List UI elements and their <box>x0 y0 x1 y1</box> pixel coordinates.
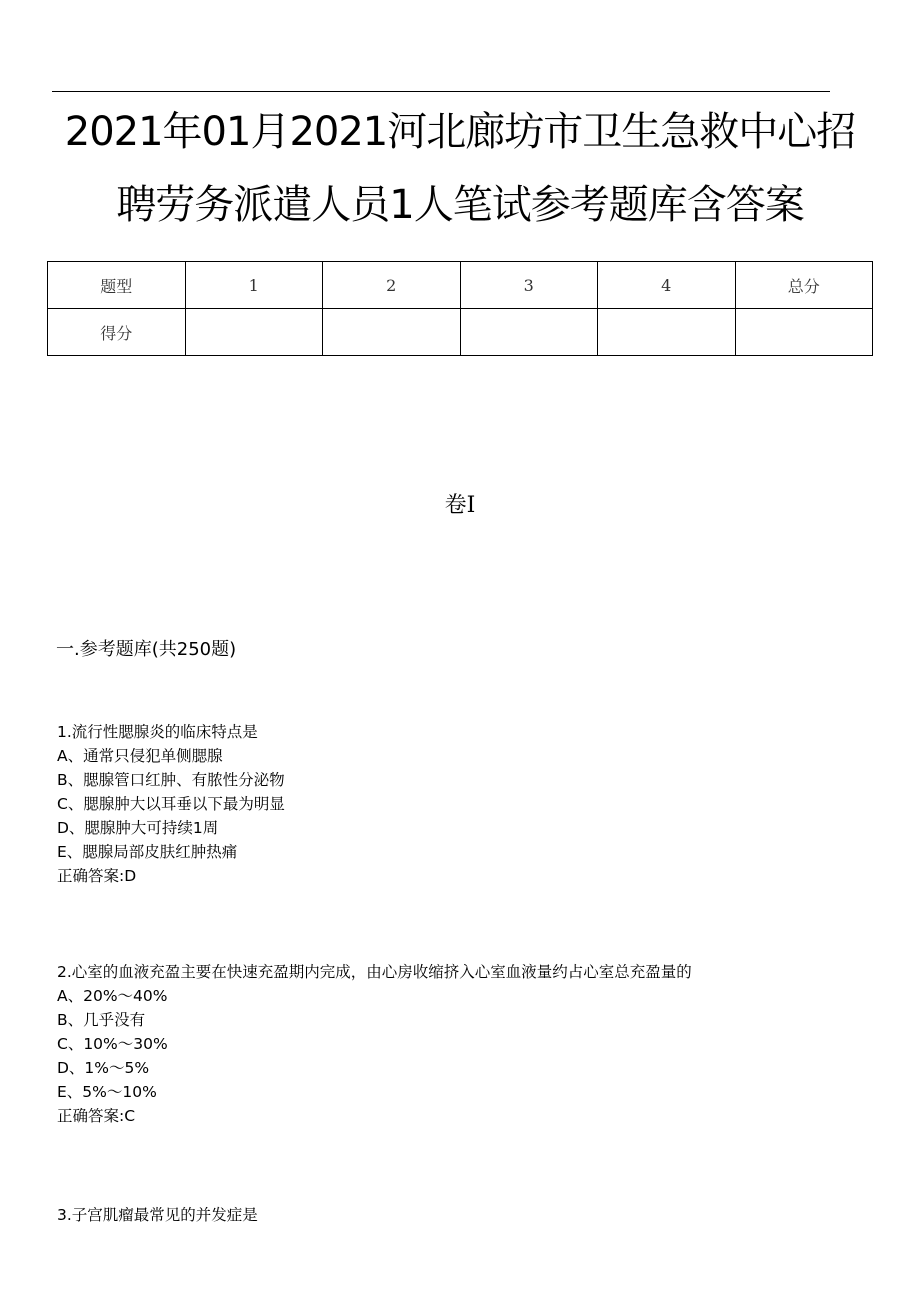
score-table <box>47 261 873 356</box>
score-table-score-row <box>48 309 873 356</box>
score-table-header-cell: 题型 <box>48 262 186 309</box>
score-cell[interactable] <box>460 309 598 356</box>
score-table-header-cell: 3 <box>460 262 598 309</box>
question-option: D、1%～5% <box>57 1059 150 1077</box>
question-option: C、腮腺肿大以耳垂以下最为明显 <box>57 795 285 813</box>
question-option: D、腮腺肿大可持续1周 <box>57 819 219 837</box>
score-table-header-cell: 2 <box>323 262 461 309</box>
question-option: E、5%～10% <box>57 1083 157 1101</box>
question-option: B、几乎没有 <box>57 1011 146 1029</box>
section-heading: 一.参考题库(共250题) <box>56 639 237 660</box>
question-stem: 2.心室的血液充盈主要在快速充盈期内完成，由心房收缩挤入心室血液量约占心室总充盈量的 <box>57 963 692 981</box>
question-2 <box>57 960 692 1128</box>
document-title-line-1: 2021年01月2021河北廊坊市卫生急救中心招 <box>64 109 856 155</box>
volume-label: 卷I <box>444 493 476 518</box>
score-cell[interactable] <box>185 309 323 356</box>
document-title-line-2: 聘劳务派遣人员1人笔试参考题库含答案 <box>116 182 804 228</box>
question-option: C、10%～30% <box>57 1035 168 1053</box>
question-option: A、通常只侵犯单侧腮腺 <box>57 747 223 765</box>
score-table-header-row <box>48 262 873 309</box>
question-answer: 正确答案:D <box>57 867 137 885</box>
question-option: E、腮腺局部皮肤红肿热痛 <box>57 843 238 861</box>
score-cell[interactable] <box>323 309 461 356</box>
question-answer: 正确答案:C <box>57 1107 136 1125</box>
score-table-header-cell: 1 <box>185 262 323 309</box>
score-table-header-cell: 总分 <box>735 262 873 309</box>
score-table-header-cell: 4 <box>598 262 736 309</box>
score-row-label: 得分 <box>48 309 186 356</box>
score-cell[interactable] <box>598 309 736 356</box>
question-option: B、腮腺管口红肿、有脓性分泌物 <box>57 771 285 789</box>
question-option: A、20%～40% <box>57 987 168 1005</box>
question-stem: 3.子宫肌瘤最常见的并发症是 <box>57 1206 258 1224</box>
score-cell[interactable] <box>735 309 873 356</box>
header-rule <box>52 91 830 92</box>
question-stem: 1.流行性腮腺炎的临床特点是 <box>57 723 258 741</box>
question-1 <box>57 720 285 888</box>
question-3 <box>57 1203 258 1227</box>
